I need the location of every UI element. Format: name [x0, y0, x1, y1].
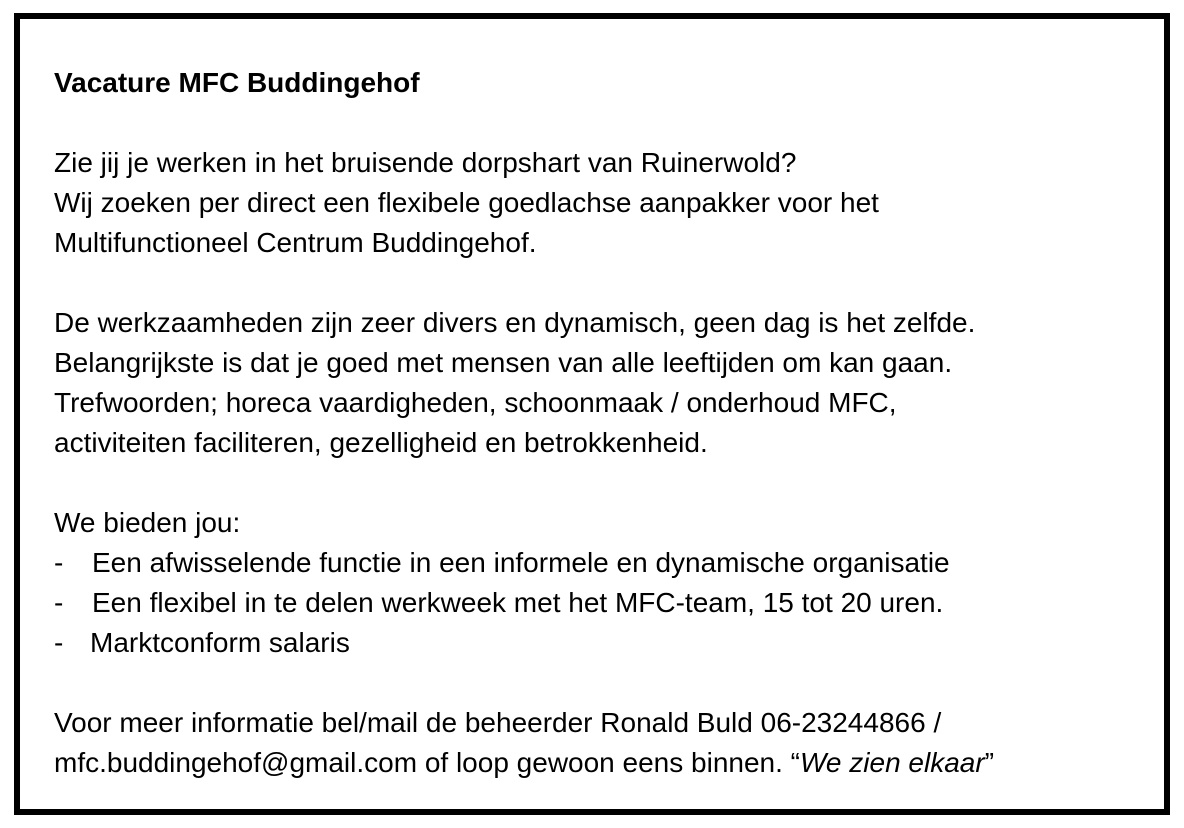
intro-line: Multifunctioneel Centrum Buddingehof. — [54, 227, 537, 258]
offer-item — [54, 623, 1154, 663]
duties-line: Trefwoorden; horeca vaardigheden, schoonmaak / onderhoud MFC, — [54, 387, 897, 418]
intro-line: Zie jij je werken in het bruisende dorpshart van Ruinerwold? — [54, 147, 797, 178]
offer-heading: We bieden jou: — [54, 507, 241, 538]
duties-line: De werkzaamheden zijn zeer divers en dynamisch, geen dag is het zelfde. — [54, 307, 976, 338]
bullet-marker: - — [54, 587, 64, 618]
contact-text: mfc.buddingehof@gmail.com of loop gewoon eens binnen. “ — [54, 747, 800, 778]
offer-item — [54, 583, 1154, 623]
offer-item — [54, 543, 1154, 583]
closing-quote: ” — [984, 747, 995, 778]
spacer — [54, 663, 1154, 703]
vacancy-text — [54, 63, 1154, 783]
offer-item-text: Marktconform salaris — [90, 627, 350, 658]
slogan: We zien elkaar — [800, 747, 985, 778]
duties-line: activiteiten faciliteren, gezelligheid en betrokkenheid. — [54, 427, 708, 458]
offer-item-text: Een afwisselende functie in een informele en dynamische organisatie — [92, 547, 950, 578]
contact-line: Voor meer informatie bel/mail de beheerder Ronald Buld 06-23244866 / — [54, 707, 942, 738]
document-frame — [14, 13, 1170, 815]
spacer — [54, 463, 1154, 503]
intro-line: Wij zoeken per direct een flexibele goedlachse aanpakker voor het — [54, 187, 879, 218]
bullet-marker: - — [54, 547, 64, 578]
bullet-marker: - — [54, 627, 64, 658]
spacer — [54, 263, 1154, 303]
offer-item-text: Een flexibel in te delen werkweek met het MFC-team, 15 tot 20 uren. — [92, 587, 944, 618]
spacer — [54, 103, 1154, 143]
duties-line: Belangrijkste is dat je goed met mensen van alle leeftijden om kan gaan. — [54, 347, 953, 378]
contact-line — [54, 743, 1154, 783]
page-title: Vacature MFC Buddingehof — [54, 67, 420, 98]
